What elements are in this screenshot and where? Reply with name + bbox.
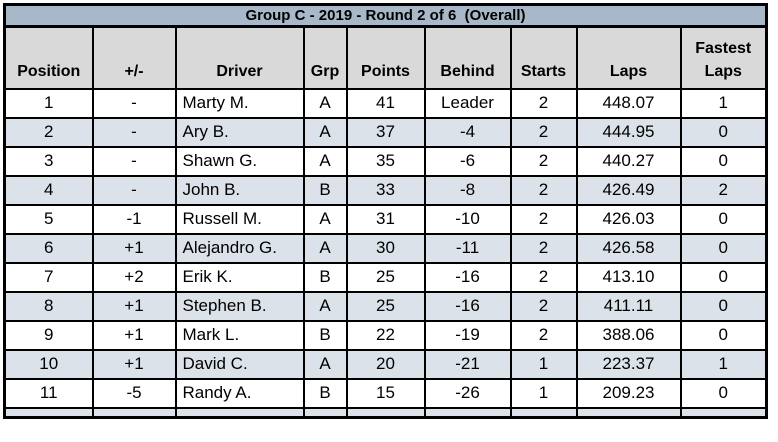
cell-starts: 2 [511,147,577,176]
table-row [5,89,767,118]
cell [511,408,577,418]
table-title: Group C - 2019 - Round 2 of 6 (Overall) [5,5,767,27]
cell-points: 35 [347,147,425,176]
cell-laps: 209.23 [577,379,681,408]
cell [347,408,425,418]
cell [176,408,304,418]
cell-driver: David C. [176,350,304,379]
cell-position: 5 [5,205,93,234]
cell-driver: John B. [176,176,304,205]
column-header-change: +/- [93,27,176,89]
table-row [5,176,767,205]
cell-starts: 2 [511,118,577,147]
cell-driver: Ary B. [176,118,304,147]
cell-points: 25 [347,263,425,292]
cell-driver: Russell M. [176,205,304,234]
cell-grp: A [304,234,347,263]
cell-grp: A [304,350,347,379]
cell-points: 41 [347,89,425,118]
cell-fastest-laps: 0 [681,292,767,321]
column-header-behind: Behind [425,27,511,89]
cell-change: - [93,147,176,176]
cell-grp: A [304,205,347,234]
cell-laps: 440.27 [577,147,681,176]
cell-fastest-laps: 2 [681,176,767,205]
cell-starts: 2 [511,176,577,205]
cell-starts: 1 [511,379,577,408]
cell-fastest-laps: 0 [681,321,767,350]
cell-driver: Marty M. [176,89,304,118]
cell-driver: Randy A. [176,379,304,408]
cell-fastest-laps: 1 [681,350,767,379]
table-row [5,118,767,147]
cell-change: +1 [93,321,176,350]
table-row [5,147,767,176]
cell-starts: 1 [511,350,577,379]
partial-row [5,408,767,418]
table-row [5,379,767,408]
cell-change: - [93,118,176,147]
cell [5,408,93,418]
cell-points: 37 [347,118,425,147]
cell-position: 3 [5,147,93,176]
cell-points: 15 [347,379,425,408]
column-header-driver: Driver [176,27,304,89]
cell-laps: 426.49 [577,176,681,205]
cell-points: 22 [347,321,425,350]
cell-behind: -4 [425,118,511,147]
table-row [5,205,767,234]
cell-laps: 413.10 [577,263,681,292]
cell-position: 4 [5,176,93,205]
cell-behind: -10 [425,205,511,234]
cell-laps: 411.11 [577,292,681,321]
standings-table [3,3,768,419]
cell-position: 11 [5,379,93,408]
cell-laps: 448.07 [577,89,681,118]
cell-behind: -19 [425,321,511,350]
cell-fastest-laps: 1 [681,89,767,118]
cell-starts: 2 [511,89,577,118]
table-row [5,263,767,292]
title-row [5,5,767,27]
cell-change: +2 [93,263,176,292]
cell [577,408,681,418]
cell-position: 7 [5,263,93,292]
cell-grp: B [304,379,347,408]
table-row [5,234,767,263]
cell-laps: 223.37 [577,350,681,379]
table-row [5,321,767,350]
table-row [5,350,767,379]
cell-fastest-laps: 0 [681,147,767,176]
cell-points: 33 [347,176,425,205]
column-header-grp: Grp [304,27,347,89]
cell-change: +1 [93,234,176,263]
cell-behind: -26 [425,379,511,408]
cell-points: 20 [347,350,425,379]
cell-laps: 444.95 [577,118,681,147]
cell-behind: -21 [425,350,511,379]
cell-position: 8 [5,292,93,321]
cell-driver: Alejandro G. [176,234,304,263]
cell-behind: Leader [425,89,511,118]
cell-starts: 2 [511,263,577,292]
cell-change: +1 [93,292,176,321]
cell-position: 6 [5,234,93,263]
cell-fastest-laps: 0 [681,263,767,292]
cell-change: - [93,89,176,118]
cell-driver: Mark L. [176,321,304,350]
cell-points: 30 [347,234,425,263]
cell-position: 10 [5,350,93,379]
header-row [5,27,767,89]
cell-grp: B [304,321,347,350]
cell-grp: A [304,89,347,118]
cell-position: 1 [5,89,93,118]
cell [93,408,176,418]
table-row [5,292,767,321]
cell-grp: B [304,176,347,205]
cell-change: -5 [93,379,176,408]
cell-starts: 2 [511,321,577,350]
cell-behind: -6 [425,147,511,176]
cell-behind: -16 [425,292,511,321]
cell-driver: Erik K. [176,263,304,292]
column-header-position: Position [5,27,93,89]
cell-grp: A [304,118,347,147]
cell-fastest-laps: 0 [681,205,767,234]
cell-behind: -11 [425,234,511,263]
cell-laps: 388.06 [577,321,681,350]
cell-grp: B [304,263,347,292]
cell [304,408,347,418]
cell-points: 31 [347,205,425,234]
cell-grp: A [304,292,347,321]
cell-driver: Stephen B. [176,292,304,321]
cell-points: 25 [347,292,425,321]
cell-change: -1 [93,205,176,234]
cell-position: 2 [5,118,93,147]
cell [425,408,511,418]
cell-starts: 2 [511,292,577,321]
cell-starts: 2 [511,205,577,234]
cell-fastest-laps: 0 [681,234,767,263]
cell-starts: 2 [511,234,577,263]
table-body [5,5,767,418]
column-header-starts: Starts [511,27,577,89]
cell-grp: A [304,147,347,176]
cell-change: +1 [93,350,176,379]
cell-laps: 426.03 [577,205,681,234]
cell-laps: 426.58 [577,234,681,263]
cell-driver: Shawn G. [176,147,304,176]
column-header-points: Points [347,27,425,89]
cell-behind: -8 [425,176,511,205]
cell-position: 9 [5,321,93,350]
cell-change: - [93,176,176,205]
cell-behind: -16 [425,263,511,292]
column-header-laps: Laps [577,27,681,89]
standings-sheet [3,3,768,419]
cell [681,408,767,418]
cell-fastest-laps: 0 [681,379,767,408]
column-header-fastest-laps: Fastest Laps [681,27,767,89]
cell-fastest-laps: 0 [681,118,767,147]
